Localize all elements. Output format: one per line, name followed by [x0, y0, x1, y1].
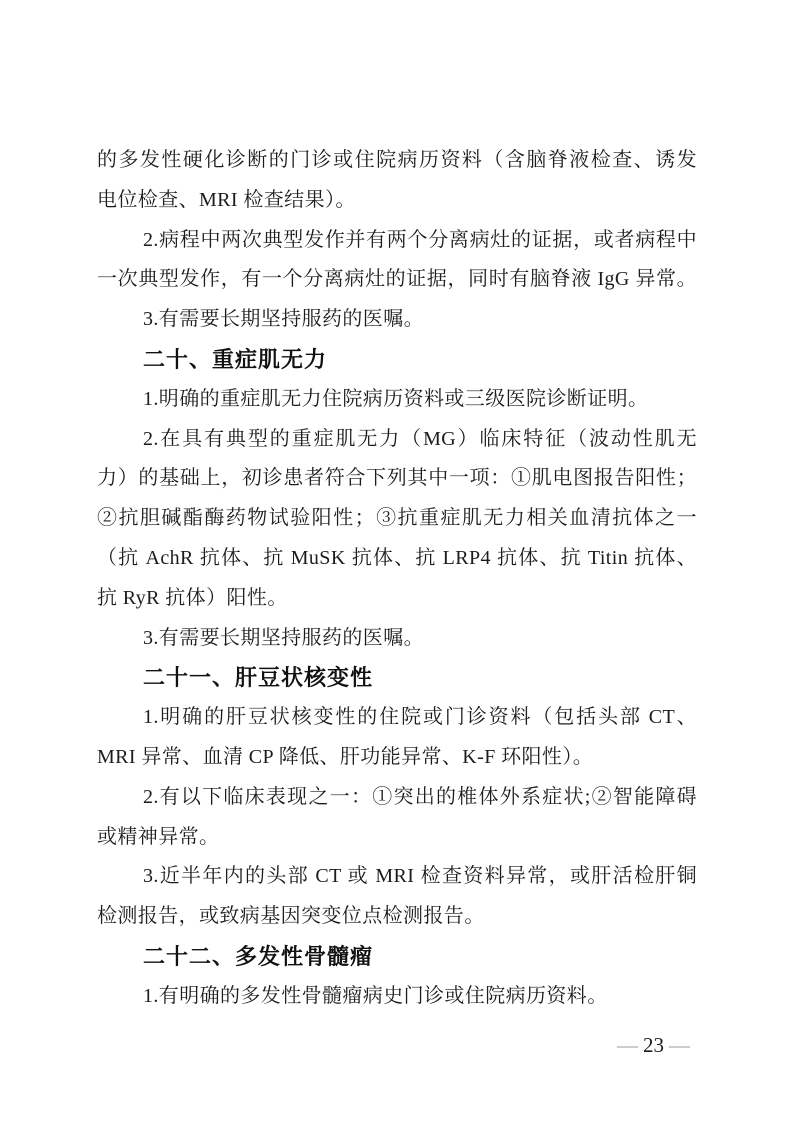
text-line: 2.病程中两次典型发作并有两个分离病灶的证据，或者病程中: [143, 228, 697, 251]
footer-dash-left: —: [617, 1033, 638, 1057]
text-line: 检测报告，或致病基因突变位点检测报告。: [97, 905, 485, 928]
section-heading: 二十、重症肌无力: [143, 346, 328, 372]
text-line: （抗 AchR 抗体、抗 MuSK 抗体、抗 LRP4 抗体、抗 Titin 抗体、: [97, 546, 697, 569]
text-line: 或精神异常。: [97, 825, 220, 848]
text-line: 2.有以下临床表现之一：①突出的椎体外系症状;②智能障碍: [143, 785, 697, 808]
section-heading: 二十二、多发性骨髓瘤: [143, 943, 374, 969]
text-line: 力）的基础上，初诊患者符合下列其中一项：①肌电图报告阳性；: [97, 467, 697, 490]
text-line: MRI 异常、血清 CP 降低、肝功能异常、K-F 环阳性）。: [97, 745, 594, 768]
text-line: 3.有需要长期坚持服药的医嘱。: [143, 626, 424, 649]
text-line: 1.有明确的多发性骨髓瘤病史门诊或住院病历资料。: [143, 984, 608, 1007]
page-number: 23: [643, 1033, 664, 1057]
document-body: [97, 141, 697, 1017]
footer-dash-right: —: [669, 1033, 690, 1057]
text-line: ②抗胆碱酯酶药物试验阳性；③抗重症肌无力相关血清抗体之一: [97, 507, 697, 530]
section-heading: 二十一、肝豆状核变性: [143, 665, 374, 691]
text-line: 一次典型发作，有一个分离病灶的证据，同时有脑脊液 IgG 异常。: [97, 268, 697, 291]
text-line: 电位检查、MRI 检查结果）。: [97, 188, 356, 211]
text-line: 的多发性硬化诊断的门诊或住院病历资料（含脑脊液检查、诱发: [97, 149, 697, 171]
text-line: 1.明确的肝豆状核变性的住院或门诊资料（包括头部 CT、: [143, 706, 697, 729]
text-line: 2.在具有典型的重症肌无力（MG）临床特征（波动性肌无: [143, 427, 697, 450]
text-line: 3.近半年内的头部 CT 或 MRI 检查资料异常，或肝活检肝铜: [143, 865, 697, 888]
text-line: 抗 RyR 抗体）阳性。: [97, 586, 288, 609]
text-line: 3.有需要长期坚持服药的医嘱。: [143, 308, 424, 331]
page-footer: [0, 1030, 793, 1060]
text-line: 1.明确的重症肌无力住院病历资料或三级医院诊断证明。: [143, 387, 649, 410]
